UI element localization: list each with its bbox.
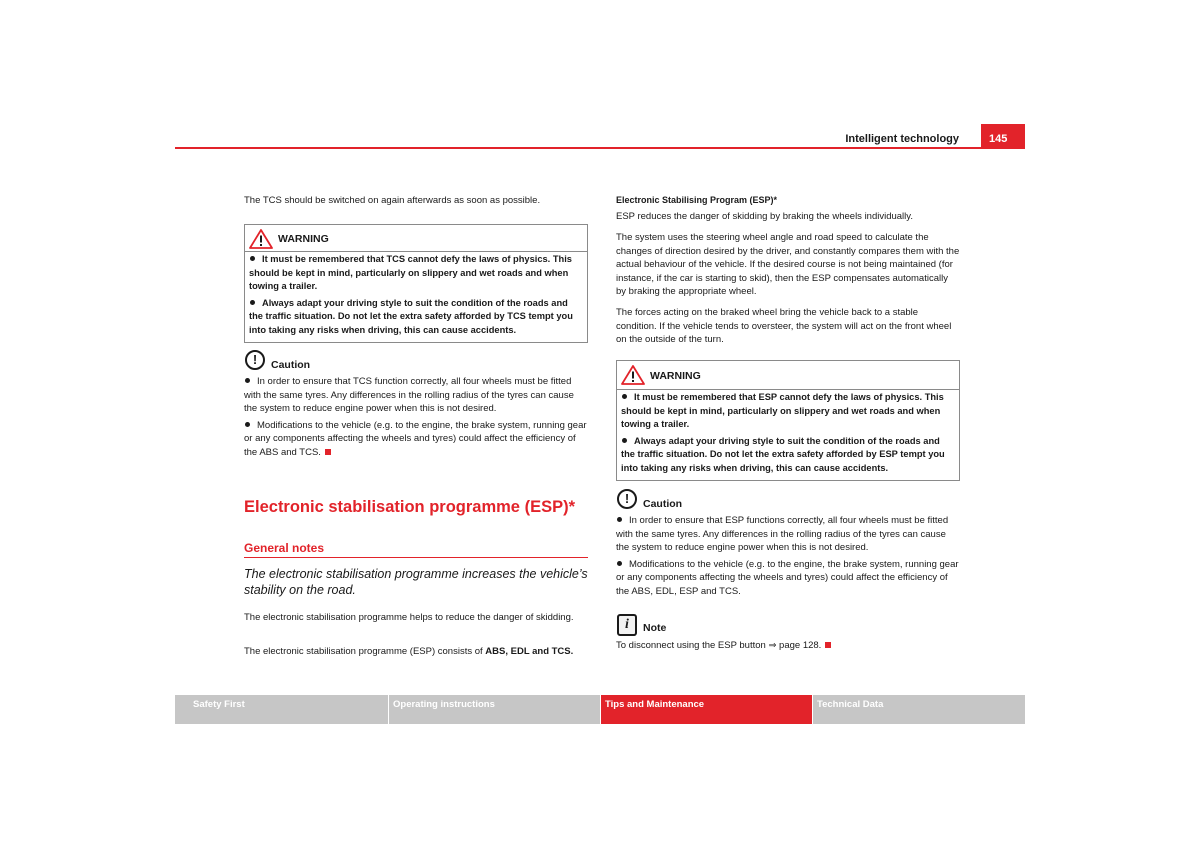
warning-triangle-icon <box>249 229 273 249</box>
esp-para-2: The electronic stabilisation programme (ESP) consists of ABS, EDL and TCS. <box>244 646 574 657</box>
warning-body <box>617 390 959 480</box>
bullet-icon <box>250 256 255 261</box>
bullet-icon <box>622 438 627 443</box>
end-marker-icon <box>325 449 331 455</box>
header-rule <box>175 147 1025 149</box>
bullet-icon <box>622 394 627 399</box>
caution-item: Modifications to the vehicle (e.g. to the engine, the brake system, running gear or any components affecting the wheels and tyres) could affect the efficiency of the ABS and TCS. <box>244 419 587 458</box>
note-text: To disconnect using the ESP button ⇒ page 128. <box>616 639 960 653</box>
header-section-title: Intelligent technology <box>845 133 959 145</box>
tcs-warning-box <box>244 224 588 343</box>
end-marker-icon <box>825 642 831 648</box>
bullet-icon <box>250 300 255 305</box>
esp-warning-box <box>616 360 960 481</box>
page-number-box <box>981 124 1025 149</box>
note-title: Note <box>643 622 667 634</box>
note-info-icon: i <box>617 614 637 636</box>
esp-right-para-1: ESP reduces the danger of skidding by braking the wheels individually. <box>616 211 913 222</box>
bullet-icon <box>245 422 250 427</box>
esp-right-para-2: The system uses the steering wheel angle and road speed to calculate the changes of direction desired by the driver, and constantly compares them with the actual behaviour of the vehicle. If the desired course is not being maintained (for instance, if the car is starting to skid), then the ESP compensates automatically by braking the appropriate wheel. <box>616 232 960 298</box>
bullet-icon <box>617 561 622 566</box>
warning-header <box>617 361 959 390</box>
warning-title: WARNING <box>650 370 701 382</box>
subheading-rule <box>244 557 588 558</box>
caution-icon: ! <box>617 489 637 509</box>
warning-item: Always adapt your driving style to suit the condition of the roads and the traffic situation. Do not let the extra safety afforded by ESP tempt you into taking any risks when driving, this can cause accidents. <box>621 435 945 473</box>
warning-body <box>245 252 587 342</box>
caution-title: Caution <box>271 359 311 371</box>
esp-caution-body <box>616 514 960 599</box>
general-notes-subheading: General notes <box>244 541 325 555</box>
footer-tab-tips-and-maintenance[interactable]: Tips and Maintenance <box>601 695 812 724</box>
esp-right-heading: Electronic Stabilising Program (ESP)* <box>616 195 778 205</box>
warning-triangle-icon <box>621 365 645 385</box>
bullet-icon <box>617 517 622 522</box>
esp-para-1: The electronic stabilisation programme helps to reduce the danger of skidding. <box>244 612 574 623</box>
esp-right-para-3: The forces acting on the braked wheel bring the vehicle back to a stable condition. If the vehicle tends to oversteer, the system will act on the front wheel on the outside of the turn. <box>616 307 952 346</box>
caution-item: Modifications to the vehicle (e.g. to the engine, the brake system, running gear or any components affecting the wheels and tyres) could affect the efficiency of the ABS, EDL, ESP and TCS. <box>616 558 959 597</box>
tcs-intro-text: The TCS should be switched on again afterwards as soon as possible. <box>244 195 541 206</box>
esp-lead-text: The electronic stabilisation programme increases the vehicle’s stability on the road. <box>244 567 588 597</box>
caution-item: In order to ensure that ESP functions correctly, all four wheels must be fitted with the same tyres. Any differences in the rolling radius of the tyres can cause the system to reduce engine power when this is not desired. <box>616 515 949 554</box>
tcs-caution-body <box>244 375 588 460</box>
warning-item: It must be remembered that TCS cannot defy the laws of physics. This should be kept in mind, particularly on slippery and wet roads and when towing a trailer. <box>249 254 572 292</box>
caution-icon: ! <box>245 350 265 370</box>
footer-tab-safety-first[interactable]: Safety First <box>175 695 388 724</box>
warning-header <box>245 225 587 252</box>
bullet-icon <box>245 378 250 383</box>
caution-item: In order to ensure that TCS function correctly, all four wheels must be fitted with the same tyres. Any differences in the rolling radius of the tyres can cause the system to reduce engine power when this is not desired. <box>244 376 574 415</box>
warning-title: WARNING <box>278 233 329 245</box>
footer-tab-operating-instructions[interactable]: Operating instructions <box>389 695 600 724</box>
warning-item: It must be remembered that ESP cannot defy the laws of physics. This should be kept in mind, particularly on slippery and wet roads and when towing a trailer. <box>621 392 944 430</box>
page-number: 145 <box>989 133 1008 145</box>
footer-tab-technical-data[interactable]: Technical Data <box>813 695 1025 724</box>
warning-item: Always adapt your driving style to suit the condition of the roads and the traffic situation. Do not let the extra safety afforded by TCS tempt you into taking any risks when driving, this can cause accidents. <box>249 297 573 335</box>
esp-section-heading: Electronic stabilisation programme (ESP)* <box>244 498 575 516</box>
caution-title: Caution <box>643 498 683 510</box>
